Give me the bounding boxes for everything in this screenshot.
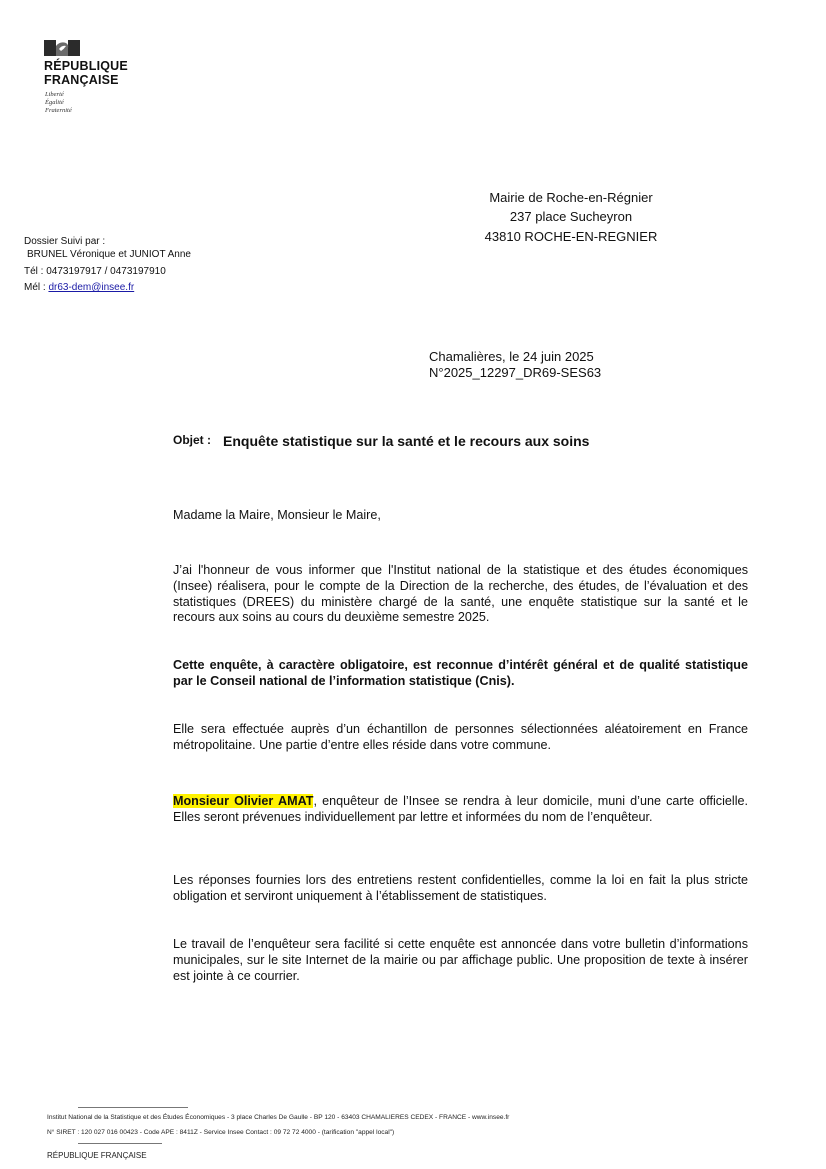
followed-by-names: BRUNEL Véronique et JUNIOT Anne xyxy=(27,249,191,260)
sender-phone: Tél : 0473197917 / 0473197910 xyxy=(24,266,166,277)
email-link[interactable]: dr63-dem@insee.fr xyxy=(48,282,135,293)
republique-francaise-logo xyxy=(44,40,164,122)
recipient-name: Mairie de Roche-en-Régnier xyxy=(489,190,653,205)
email-label: Mél : xyxy=(24,282,49,293)
followed-by-label: Dossier Suivi par : xyxy=(24,236,106,247)
letter-reference: N°2025_12297_DR69-SES63 xyxy=(429,365,602,380)
paragraph-confidentiality: Les réponses fournies lors des entretiens restent confidentielles, comme la loi en fait la plus stricte obligation et serviront uniquement à l’établissement de statistiques. xyxy=(173,873,748,903)
paragraph-mandatory: Cette enquête, à caractère obligatoire, est reconnue d’intérêt général et de qualité statistique par le Conseil national de l’information statistique (Cnis). xyxy=(173,658,748,688)
interviewer-details: , enquêteur de l’Insee se rendra à leur domicile, muni d’une carte officielle. Elles seront prévenues individuellement par lettre et informées du nom de l’enquêteur. xyxy=(173,794,748,824)
paragraph-publicity: Le travail de l’enquêteur sera facilité si cette enquête est annoncée dans votre bulletin d’informations municipales, sur le site Internet de la mairie ou par affichage public. Une proposition de texte à insérer est jointe à ce courrier. xyxy=(173,937,748,983)
recipient-street: 237 place Sucheyron xyxy=(509,209,633,224)
footer-divider-top xyxy=(78,1107,188,1108)
paragraph-sample: Elle sera effectuée auprès d’un échantillon de personnes sélectionnées aléatoirement en France métropolitaine. Une partie d’entre elles réside dans votre commune. xyxy=(173,722,748,752)
paragraph-interviewer xyxy=(173,794,748,826)
footer-divider-bottom xyxy=(78,1143,162,1144)
logo-title-line2: FRANÇAISE xyxy=(44,73,119,87)
interviewer-name: Monsieur Olivier AMAT xyxy=(173,794,314,808)
sender-email-line xyxy=(24,280,134,296)
marianne-icon xyxy=(44,40,80,56)
footer-siret: N° SIRET : 120 027 016 00423 - Code APE : 8411Z - Service Insee Contact : 09 72 72 4000 - (tarification "appel local") xyxy=(47,1129,395,1136)
paragraph-intro: J’ai l'honneur de vous informer que l'Institut national de la statistique et des études économiques (Insee) réalisera, pour le compte de la Direction de la recherche, des études, de l’évaluation et des statistiques (DREES) du ministère chargé de la santé, une enquête statistique sur la santé et le recours aux soins au cours du deuxième semestre 2025. xyxy=(173,563,748,625)
motto-egalite: Égalité xyxy=(45,99,64,106)
footer-address: Institut National de la Statistique et des Études Économiques - 3 place Charles De Gaulle - BP 120 - 63403 CHAMALIERES CEDEX - FRANCE - www.insee.fr xyxy=(47,1114,510,1121)
motto-liberte: Liberté xyxy=(45,91,64,98)
footer-republique: RÉPUBLIQUE FRANÇAISE xyxy=(47,1151,147,1160)
motto-fraternite: Fraternité xyxy=(45,107,72,114)
recipient-city: 43810 ROCHE-EN-REGNIER xyxy=(484,229,658,244)
letter-date: Chamalières, le 24 juin 2025 xyxy=(429,349,594,364)
salutation: Madame la Maire, Monsieur le Maire, xyxy=(173,508,381,522)
subject-label: Objet : xyxy=(173,433,211,447)
subject-text: Enquête statistique sur la santé et le recours aux soins xyxy=(223,433,590,449)
logo-title-line1: RÉPUBLIQUE xyxy=(44,59,128,73)
